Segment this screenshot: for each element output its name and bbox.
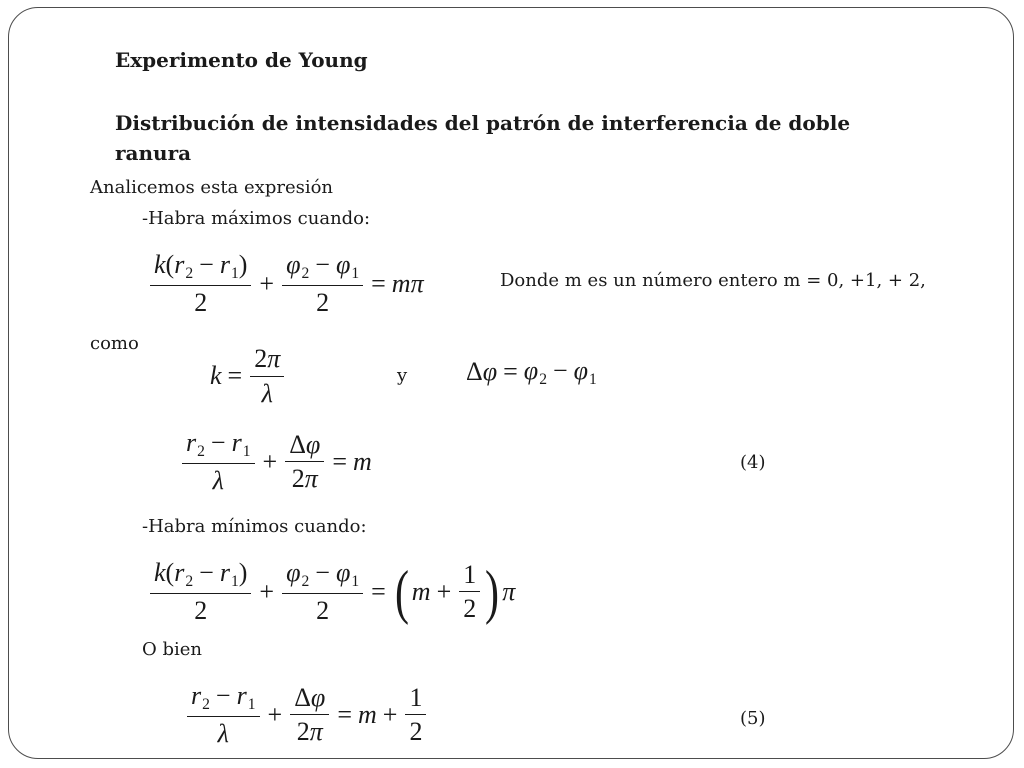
minima-text: -Habra mínimos cuando: <box>142 516 367 537</box>
subtitle-line-2: ranura <box>115 141 192 165</box>
equation-4: $\frac{r_2 - r_1}{\lambda}$ + $\frac{\Delta\varphi}{2\pi}$ = m <box>180 428 372 496</box>
maxima-equation: $\frac{k(r_2 - r_1)}{2}$ + $\frac{\varphi_2 - \varphi_1}{2}$ = mπ <box>148 250 424 318</box>
phase-difference-equation: Δφ = $\varphi_2 - \varphi_1$ <box>466 356 597 388</box>
subtitle-line-1: Distribución de intensidades del patrón de interferencia de doble <box>115 111 851 135</box>
y-conjunction: y <box>397 365 408 386</box>
maxima-text: -Habra máximos cuando: <box>142 208 371 229</box>
equation-5-label: (5) <box>740 708 766 729</box>
obien-text: O bien <box>142 639 203 660</box>
minima-equation: $\frac{k(r_2 - r_1)}{2}$ + $\frac{\varphi_2 - \varphi_1}{2}$ = ( m + $\frac{1}{2}$ ) π <box>148 558 515 626</box>
wavenumber-equation: k = $\frac{2\pi}{\lambda}$ <box>210 344 286 409</box>
como-text: como <box>90 333 139 354</box>
equation-5: $\frac{r_2 - r_1}{\lambda}$ + $\frac{\Delta\varphi}{2\pi}$ = m + $\frac{1}{2}$ <box>185 681 428 749</box>
integer-note: Donde m es un número entero m = 0, +1, + 2, <box>500 270 926 291</box>
equation-4-label: (4) <box>740 452 766 473</box>
analyze-text: Analicemos esta expresión <box>90 177 334 198</box>
slide-title: Experimento de Young <box>115 48 368 72</box>
